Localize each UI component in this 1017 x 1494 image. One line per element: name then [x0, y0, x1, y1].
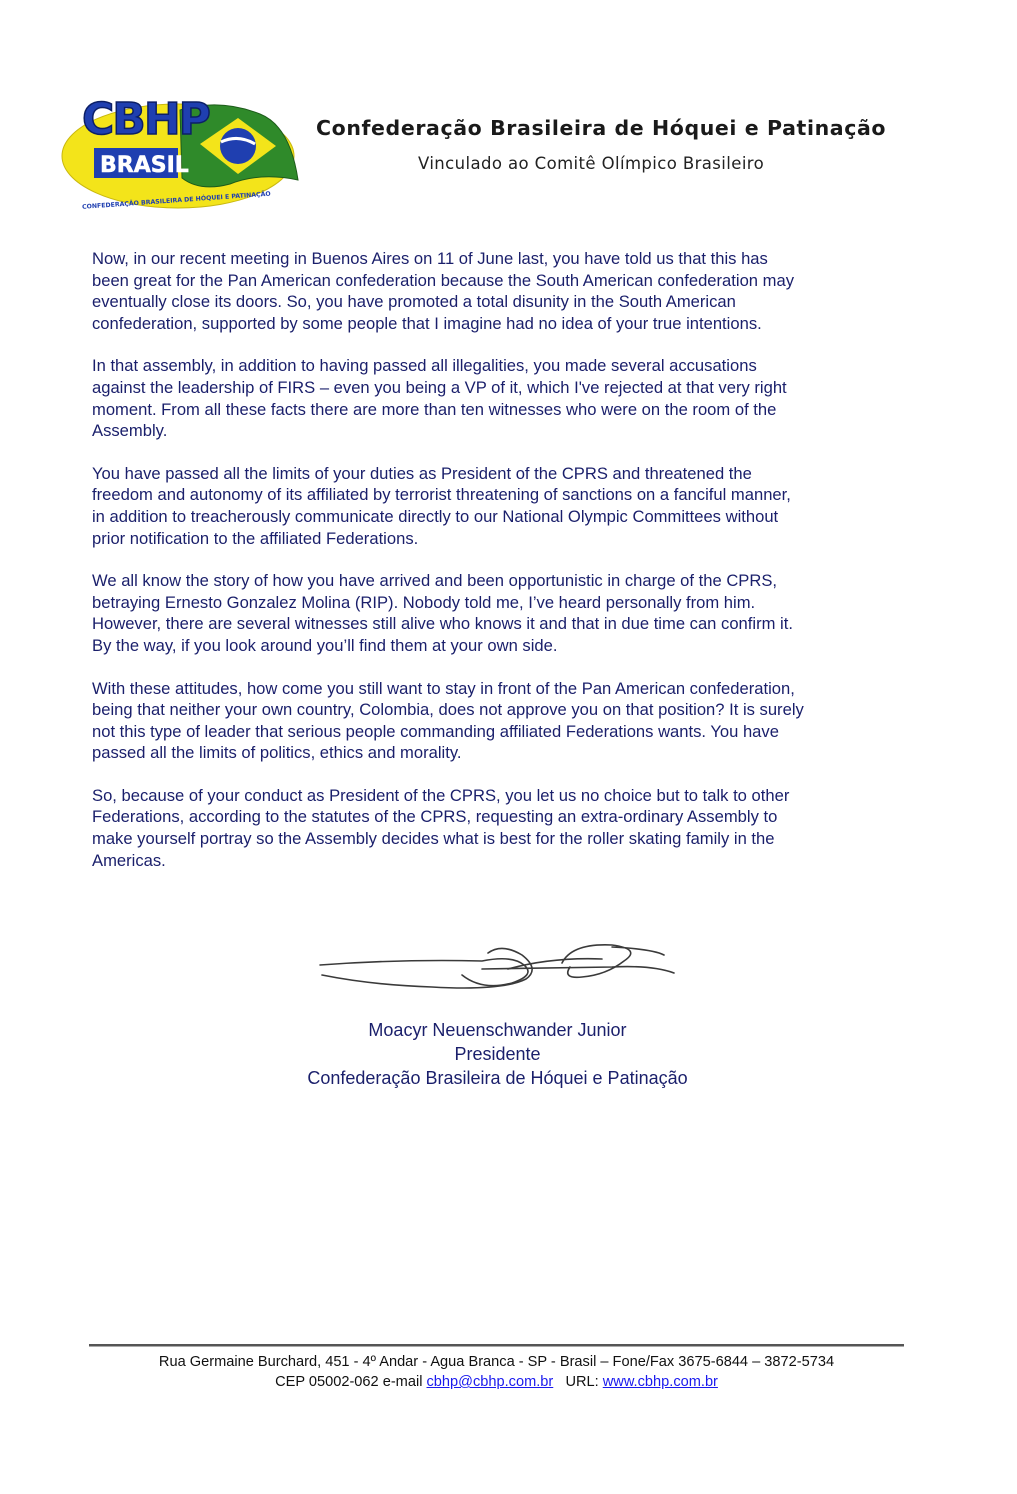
logo-ring-text: CONFEDERAÇÃO BRASILEIRA DE HÓQUEI E PATINAÇÃO — [81, 190, 271, 211]
email-link[interactable]: cbhp@cbhp.com.br — [426, 1374, 554, 1390]
body-paragraph: In that assembly, in addition to having passed all illegalities, you made several accusations against the leadership of FIRS – even you being a VP of it, which I've rejected at that very right moment. From all these facts there are more than ten witnesses who were on the room of the Assembly. — [92, 356, 787, 441]
body-paragraph: So, because of your conduct as President of the CPRS, you let us no choice but to talk to other Federations, according to the statutes of the CPRS, requesting an extra-ordinary Assembly to make yourself portray so the Assembly decides what is best for the roller skating family in the Americas. — [92, 785, 790, 870]
website-link[interactable]: www.cbhp.com.br — [602, 1374, 718, 1390]
logo-sub-text: BRASIL — [100, 153, 189, 178]
organization-subtitle: Vinculado ao Comitê Olímpico Brasileiro — [418, 154, 765, 173]
signatory-organization: Confederação Brasileira de Hóquei e Patinação — [307, 1068, 688, 1088]
logo-main-text: CBHP — [82, 94, 209, 145]
signature-block — [200, 1018, 795, 1090]
footer-url-label: URL: — [565, 1374, 603, 1390]
signatory-role: Presidente — [454, 1044, 541, 1064]
handwritten-signature — [312, 935, 682, 1005]
organization-title: Confederação Brasileira de Hóquei e Patinação — [316, 116, 887, 140]
footer-contact — [89, 1372, 904, 1392]
signatory-name: Moacyr Neuenschwander Junior — [368, 1020, 627, 1040]
body-paragraph: You have passed all the limits of your duties as President of the CPRS and threatened the freedom and autonomy of its affiliated by terrorist threatening of sanctions on a fanciful manner, in addition to treacherously communicate directly to our National Olympic Committees without prior notification to the affiliated Federations. — [92, 463, 791, 548]
letter-body — [92, 248, 922, 892]
cbhp-logo — [60, 88, 310, 218]
body-paragraph: With these attitudes, how come you still want to stay in front of the Pan American confederation, being that neither your own country, Colombia, does not approve you on that position? It is surely not this type of leader that serious people commanding affiliated Federations wants. You have passed all the limits of politics, ethics and morality. — [92, 678, 804, 763]
footer-spacer — [553, 1374, 565, 1390]
footer — [89, 1352, 904, 1392]
body-paragraph: We all know the story of how you have arrived and been opportunistic in charge of the CPRS, betraying Ernesto Gonzalez Molina (RIP). Nobody told me, I’ve heard personally from him. However, there are several witnesses still alive who knows it and that in due time can confirm it. By the way, if you look around you’ll find them at your own side. — [92, 571, 793, 655]
body-paragraph: Now, in our recent meeting in Buenos Aires on 11 of June last, you have told us that this has been great for the Pan American confederation because the South American confederation may eventually close its doors. So, you have promoted a total disunity in the South American confederation, supported by some people that I imagine had no idea of your true intentions. — [92, 249, 794, 333]
footer-divider — [89, 1344, 904, 1347]
footer-address: Rua Germaine Burchard, 451 - 4º Andar - Agua Branca - SP - Brasil – Fone/Fax 3675-6844 – 3872-5734 — [158, 1354, 835, 1370]
footer-cep: CEP 05002-062 e-mail — [275, 1374, 427, 1390]
